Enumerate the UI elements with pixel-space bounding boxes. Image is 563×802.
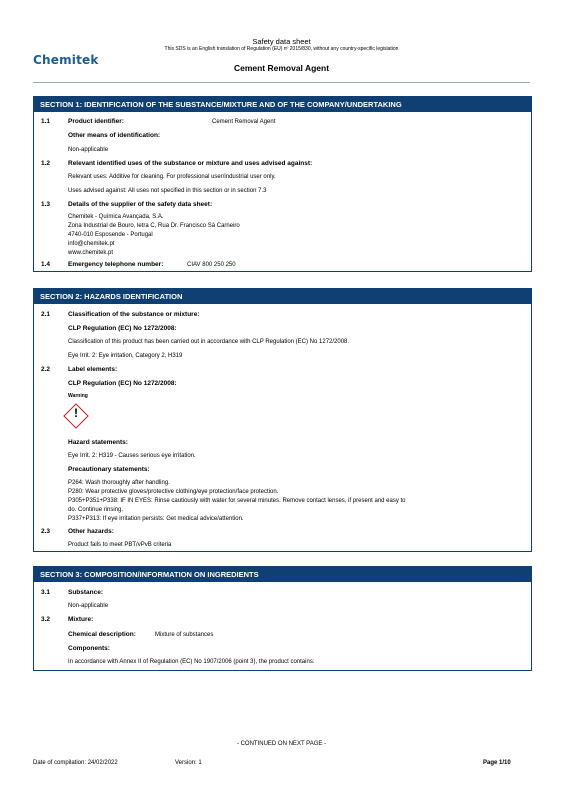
supplier-address: Zona Industrial de Bouro, letra C, Rua Dr. Francisco Sá Carneiro bbox=[68, 223, 240, 229]
precautionary-line: do. Continue rinsing. bbox=[68, 507, 124, 513]
precautionary-line: P280: Wear protective gloves/protective clothing/eye protection/face protection. bbox=[68, 489, 279, 495]
item-number: 1.1 bbox=[41, 118, 51, 125]
header-divider bbox=[33, 82, 530, 83]
clp-label: CLP Regulation (EC) No 1272/2008: bbox=[68, 325, 177, 332]
item-number: 3.2 bbox=[41, 616, 51, 623]
exclamation-mark-icon: ! bbox=[74, 406, 78, 420]
label-elements-label: Label elements: bbox=[68, 366, 118, 373]
precautionary-line: P337+P313: If eye irritation persists: Get medical advice/attention. bbox=[68, 516, 244, 522]
item-number: 1.3 bbox=[41, 201, 51, 208]
document-subtitle: This SDS is an English translation of Regulation (EU) nº 2015/830, without any country-specific legislation bbox=[164, 46, 399, 52]
document-title: Safety data sheet bbox=[252, 37, 311, 46]
section-2-heading: SECTION 2: HAZARDS IDENTIFICATION bbox=[34, 289, 531, 304]
section-1-heading: SECTION 1: IDENTIFICATION OF THE SUBSTANCE/MIXTURE AND OF THE COMPANY/UNDERTAKING bbox=[34, 97, 531, 112]
classification-label: Classification of the substance or mixture: bbox=[68, 311, 200, 318]
page-number: Page 1/10 bbox=[483, 760, 511, 766]
product-identifier-label: Product identifier: bbox=[68, 118, 124, 125]
uses-relevant: Relevant uses: Additive for cleaning. For professional user/industrial user only. bbox=[68, 174, 276, 180]
precautionary-line: P305+P351+P338: IF IN EYES: Rinse cautiously with water for several minutes. Remove contact lenses, if present and easy to bbox=[68, 498, 406, 504]
chem-desc-label: Chemical description: bbox=[68, 631, 136, 638]
other-hazards-label: Other hazards: bbox=[68, 528, 114, 535]
company-logo: Chemitek bbox=[33, 53, 99, 67]
item-number: 3.1 bbox=[41, 589, 51, 596]
supplier-label: Details of the supplier of the safety data sheet: bbox=[68, 201, 213, 208]
other-means-value: Non-applicable bbox=[68, 147, 109, 153]
emergency-value: CIAV 800 250 250 bbox=[187, 262, 236, 268]
emergency-label: Emergency telephone number: bbox=[68, 261, 164, 268]
mixture-label: Mixture: bbox=[68, 616, 94, 623]
version: Version: 1 bbox=[175, 760, 202, 766]
substance-label: Substance: bbox=[68, 589, 104, 596]
other-hazards-value: Product fails to meet PBT/vPvB criteria bbox=[68, 542, 172, 548]
classification-text: Classification of this product has been carried out in accordance with CLP Regulation (EC) No 1272/2008. bbox=[68, 339, 350, 345]
item-number: 2.2 bbox=[41, 366, 51, 373]
precautionary-line: P264: Wash thoroughly after handling. bbox=[68, 480, 170, 486]
clp-label: CLP Regulation (EC) No 1272/2008: bbox=[68, 380, 177, 387]
chem-desc-value: Mixture of substances bbox=[155, 632, 214, 638]
supplier-city: 4740-010 Esposende - Portugal bbox=[68, 232, 153, 238]
components-text: In accordance with Annex II of Regulation (EC) No 1907/2006 (point 3), the product contains: bbox=[68, 659, 315, 665]
classification-value: Eye Irrit. 2: Eye irritation, Category 2, H319 bbox=[68, 353, 183, 359]
item-number: 1.2 bbox=[41, 160, 51, 167]
continued-notice: - CONTINUED ON NEXT PAGE - bbox=[236, 741, 327, 747]
item-number: 1.4 bbox=[41, 261, 51, 268]
item-number: 2.3 bbox=[41, 528, 51, 535]
supplier-website[interactable]: www.chemitek.pt bbox=[68, 250, 114, 256]
uses-label: Relevant identified uses of the substance or mixture and uses advised against: bbox=[68, 160, 313, 167]
components-label: Components: bbox=[68, 645, 110, 652]
section-3 bbox=[33, 566, 532, 671]
supplier-email[interactable]: info@chemitek.pt bbox=[68, 241, 115, 247]
signal-word: Warning bbox=[68, 393, 88, 399]
hazard-statement: Eye Irrit. 2: H319 - Causes serious eye irritation. bbox=[68, 453, 196, 459]
compilation-date: Date of compilation: 24/02/2022 bbox=[33, 760, 118, 766]
section-1 bbox=[33, 96, 532, 272]
precautionary-label: Precautionary statements: bbox=[68, 466, 150, 473]
product-name-header: Cement Removal Agent bbox=[233, 63, 330, 73]
hazard-statements-label: Hazard statements: bbox=[68, 439, 128, 446]
supplier-name: Chemitek - Química Avançada, S.A. bbox=[68, 214, 164, 220]
section-3-heading: SECTION 3: COMPOSITION/INFORMATION ON INGREDIENTS bbox=[34, 567, 531, 582]
section-2 bbox=[33, 288, 532, 552]
item-number: 2.1 bbox=[41, 311, 51, 318]
product-identifier-value: Cement Removal Agent bbox=[212, 119, 276, 125]
other-means-label: Other means of identification: bbox=[68, 132, 161, 139]
uses-against: Uses advised against: All uses not specified in this section or in section 7.3 bbox=[68, 188, 267, 194]
substance-value: Non-applicable bbox=[68, 603, 109, 609]
